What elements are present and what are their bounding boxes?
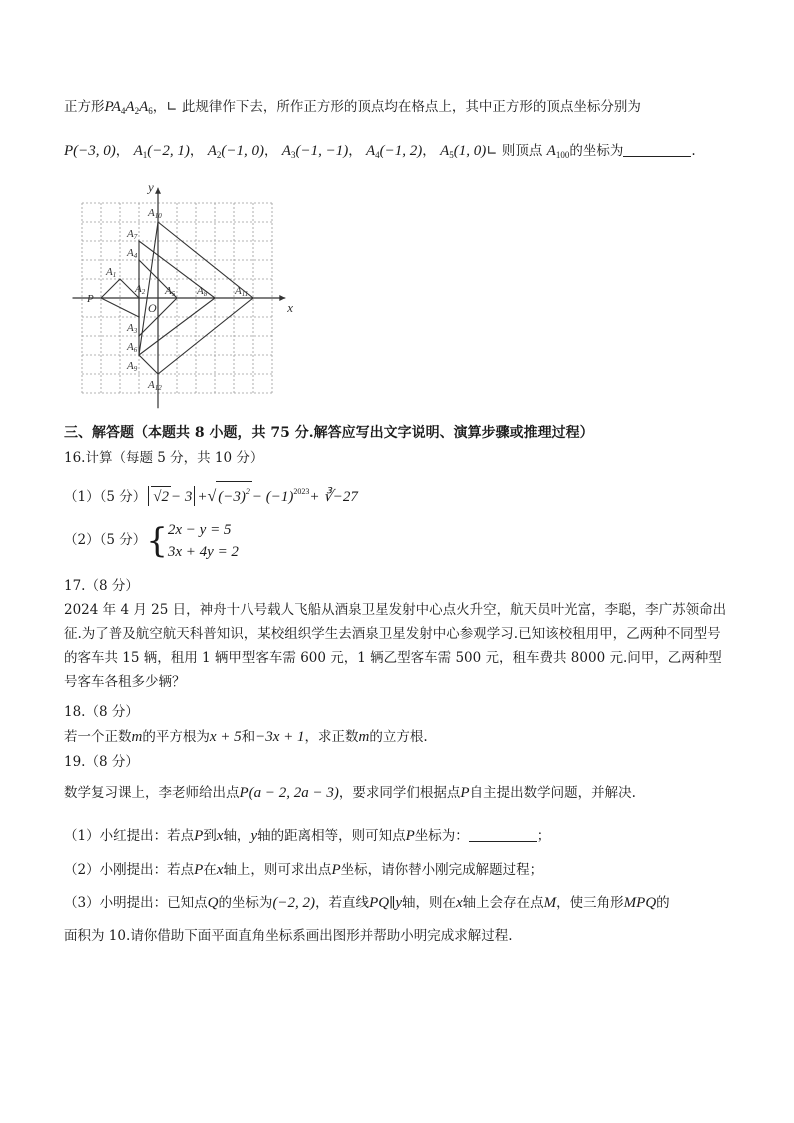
expr-term: − (−1) [251,489,294,505]
q17-text: 2024 年 4 月 25 日，神舟十八号载人飞船从酒泉卫星发射中心点火升空，航天员叶光富，李聪，李广苏领命出征.为了普及航空航天科普知识，某校组织学生去酒泉卫星发射中心参观学习.已知该校租用甲，乙两种不同型号的客车共 15 辆，租用 1 辆甲型客车需 600 元，1 辆乙型客车需 500 元，租车费共 8000 元.问甲，乙两种型号客车各租多少辆？ [64,602,727,690]
sub: 2 [216,150,222,160]
q18-text [64,727,428,747]
q19-text-part: 轴，则在 [401,895,456,911]
coord-value: (−1, 2) [379,143,423,159]
expr-term: + ∛−27 [309,489,358,505]
q18-text-part: 的立方根. [369,729,428,745]
point-label-a9: A9 [127,360,138,373]
equation-2: 3x + 4y = 2 [167,543,239,560]
q-coord: (−2, 2) [272,895,316,911]
sub: 100 [555,150,570,160]
equation-1: 2x − y = 5 [167,521,232,538]
q16-part1-label: （1）（5 分） [64,489,147,505]
point-label-a10: A10 [148,207,162,220]
var-m: m [131,729,143,745]
sub: 4 [375,150,380,160]
q19-part3 [64,893,670,913]
q15-text: 的坐标为 [569,143,624,159]
q16-heading: 16.计算（每题 5 分，共 10 分） [64,450,264,466]
coord-value: (−3, 0) [73,143,116,159]
var-y: y [250,828,258,844]
x-arrow [279,295,285,301]
line-pq: PQ [369,895,390,911]
q19-text-part: （3）小明提出：已知点 [64,895,208,911]
q19-text-part: 的坐标为 [218,895,273,911]
coord-label: A [440,143,450,159]
coord-label: A [365,143,376,159]
q15-text: 正方形 [64,99,105,115]
coord-label: A [133,143,143,159]
sqrt-two: √2 [151,486,171,507]
point-label-a7: A7 [127,228,138,241]
q15-line1 [64,97,641,121]
sub: 4 [120,106,126,116]
var-p: P [405,828,415,844]
expr-term: − 3 [170,489,193,505]
q19-text-part: ； [536,828,551,844]
var-m: m [358,729,370,745]
q15-coords-line: P(−3, 0)， $A_1(-2$, 1)， $A_2(-1$, 0)， $A_3(-1$, −1)， $A_4(-1$, 2)， $A_5(1$, 0)∟ 则顶点 $A_{100}$的坐标为 . [64,143,696,160]
origin-label: O [148,301,157,315]
var-m: M [543,895,557,911]
expr-term: −3x + 1 [255,729,305,745]
sub: 6 [148,106,153,116]
expr-term: (−3) [218,489,246,505]
q19-text-part: 轴上会存在点 [462,895,544,911]
q19-part3-line2: 面积为 10.请你借助下面平面直角坐标系画出图形并帮助小明完成求解过程. [64,928,513,944]
answer-blank[interactable] [623,142,691,157]
x-axis-label: x [287,300,293,315]
point-label-a3: A3 [127,322,138,335]
coord-value: (1, 0) [453,143,487,159]
q18-text-part: 和 [241,729,256,745]
y-arrow [155,188,161,194]
expr-term: + [197,489,208,505]
point-label-a8: A8 [197,285,208,298]
q19-text-part: 的 [656,895,670,911]
sub: 3 [290,150,296,160]
var-p: P [194,828,204,844]
q19-heading: 19.（8 分） [64,754,139,770]
q19-text-part: 自主提出数学问题，并解决. [469,785,636,801]
point-label-p: P [87,293,94,305]
point-label-a12: A12 [148,379,162,392]
q19-text-part: ，要求同学们根据点 [338,785,461,801]
sub: 5 [449,150,454,160]
var-x: x [455,895,463,911]
sub: 2 [134,106,140,116]
q19-part2 [64,860,543,880]
var-q: Q [207,895,219,911]
parallel-symbol: ∥ [389,895,396,911]
q15-text: ∟ 则顶点 [486,143,543,159]
q17-heading: 17.（8 分） [64,578,139,594]
point-label-a4: A4 [127,247,138,260]
q19-text-part: 轴的距离相等，则可知点 [257,828,406,844]
point-label-a11: A11 [235,285,249,298]
q16-part2 [64,518,239,563]
y-axis-label: y [148,180,154,195]
exponent: 2023 [293,487,310,496]
q19-text-part: （1）小红提出：若点 [64,828,195,844]
point-label-a6: A6 [127,341,138,354]
abs-bar [148,486,149,506]
q18-text-part: ，求正数 [304,729,359,745]
point-p-expr: P(a − 2, 2a − 3) [239,785,339,801]
period: . [691,143,696,159]
q19-text-part: ，若直线 [315,895,370,911]
q18-heading: 18.（8 分） [64,704,139,720]
q19-text-part: （2）小刚提出：若点 [64,862,195,878]
section-3-title: 三、解答题（本题共 8 小题，共 75 分.解答应写出文字说明、演算步骤或推理过程） [64,425,594,441]
q19-text-part: 到 [203,828,217,844]
sub: 1 [142,150,148,160]
coord-label: P [64,143,74,159]
q15-text: ，∟ 此规律作下去，所作正方形的顶点均在格点上，其中正方形的顶点坐标分别为 [152,99,641,115]
point-label-a5: A5 [165,285,176,298]
exponent: 2 [245,487,250,496]
q19-part1 [64,826,550,846]
var-y: y [395,895,402,911]
coord-value: (−1, 0) [221,143,264,159]
q15-figure [62,180,312,420]
q18-text-part: 的平方根为 [142,729,210,745]
q19-text-part: 数学复习课上，李老师给出点 [64,785,240,801]
shape-vertex: A [139,99,149,115]
coord-label: A [281,143,291,159]
q15-shape-label: PA [104,99,121,115]
q19-text-part: 在 [203,862,217,878]
q19-intro [64,783,636,803]
point-label-a1: A1 [106,266,117,279]
answer-blank[interactable] [469,827,537,842]
equation-system [168,519,239,563]
point-label-a2: A2 [135,283,146,296]
var-p: P [331,862,341,878]
shape-vertex: A [125,99,135,115]
coord-value: (−1, −1) [295,143,349,159]
triangle-mpq: MPQ [623,895,657,911]
q19-text-part: 坐标，请你替小刚完成解题过程； [340,862,544,878]
expr-term: x + 5 [209,729,242,745]
q16-part2-label: （2）（5 分） [64,532,147,548]
coord-label: A [207,143,217,159]
var-p: P [460,785,470,801]
q19-text-part: 坐标为： [414,828,469,844]
target-label: A [546,143,556,159]
q19-text-part: 轴， [223,828,251,844]
q16-part1: （1）（5 分） √2 − 3 +√ $(-3)^2 - (-1)^{2023}+$ ∛−27 [64,481,358,507]
coord-value: (−2, 1) [147,143,190,159]
q18-text-part: 若一个正数 [64,729,132,745]
system-brace: { [146,520,168,561]
abs-bar [194,486,195,506]
var-x: x [216,862,224,878]
sqrt-term [216,481,252,507]
q19-text-part: 轴上，则可求出点 [223,862,332,878]
q19-text-part: ，使三角形 [556,895,624,911]
var-p: P [194,862,204,878]
var-x: x [216,828,224,844]
